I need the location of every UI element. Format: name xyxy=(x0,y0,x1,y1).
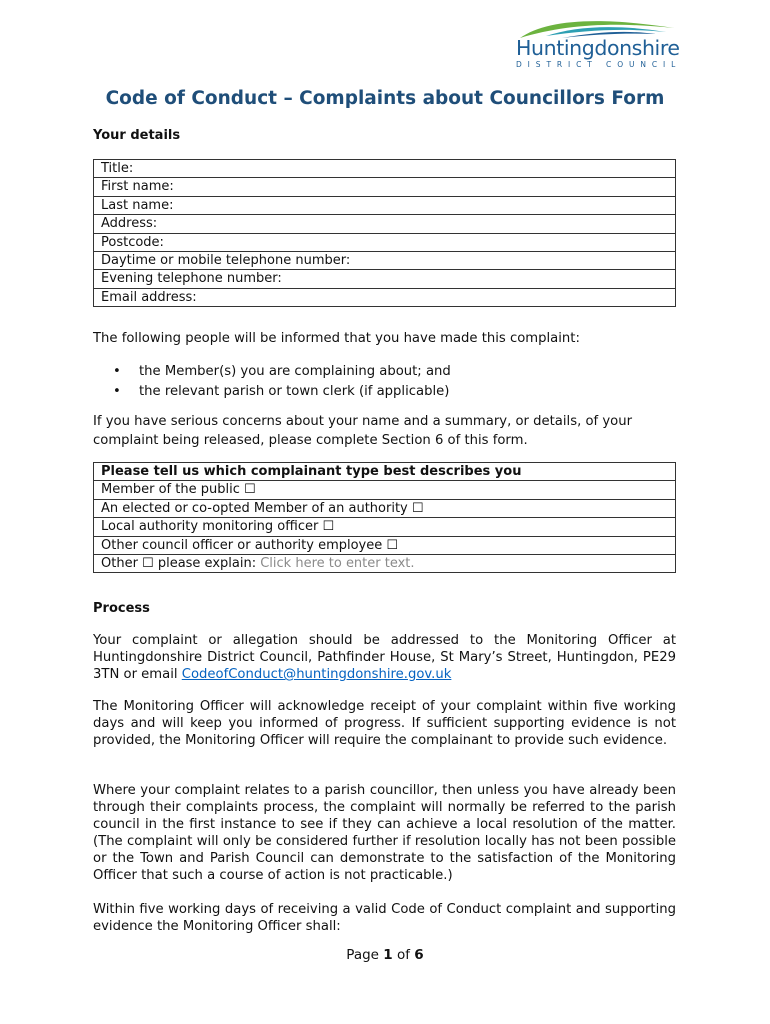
bullet-text: the Member(s) you are complaining about; and xyxy=(139,364,451,379)
field-first-name[interactable]: First name: xyxy=(94,178,675,196)
process-paragraph-3: Where your complaint relates to a parish councillor, then unless you have already been through their complaints process, the complaint will normally be referred to the parish council in the first instance to see if they can achieve a local resolution of the matter. (The complaint will only be considered further if resolution locally has not been possible or the Town and Parish Council can demonstrate to the satisfaction of the Monitoring Officer that such a course of action is not practicable.) xyxy=(93,783,676,883)
process-paragraph-4: Within five working days of receiving a valid Code of Conduct complaint and supporting evidence the Monitoring Officer shall: xyxy=(93,902,676,934)
other-explain-field[interactable]: Click here to enter text. xyxy=(260,555,415,571)
concerns-paragraph: If you have serious concerns about your name and a summary, or details, of your complaint being released, please complete Section 6 of this form. xyxy=(93,414,633,448)
bullet-icon: • xyxy=(113,384,121,399)
logo-wordmark: Huntingdonshire xyxy=(516,36,680,60)
list-item xyxy=(93,362,676,382)
process-paragraph-1-text: Your complaint or allegation should be addressed to the Monitoring Officer at Huntingdonshire District Council, Pathfinder House, St Mary’s Street, Huntingdon, PE29 3TN or email xyxy=(93,633,676,682)
field-address[interactable]: Address: xyxy=(94,215,675,233)
your-details-table xyxy=(93,159,676,307)
complainant-type-heading: Please tell us which complainant type best describes you xyxy=(94,463,675,481)
list-item xyxy=(93,382,676,402)
process-heading: Process xyxy=(93,601,150,616)
complainant-type-table xyxy=(93,462,676,573)
field-postcode[interactable]: Postcode: xyxy=(94,234,675,252)
email-link[interactable]: CodeofConduct@huntingdonshire.gov.uk xyxy=(181,667,452,682)
field-evening-phone[interactable]: Evening telephone number: xyxy=(94,270,675,288)
informed-intro: The following people will be informed that you have made this complaint: xyxy=(93,331,580,346)
option-council-employee[interactable]: Other council officer or authority employee ☐ xyxy=(94,537,675,555)
option-member-of-public[interactable]: Member of the public ☐ xyxy=(94,481,675,499)
process-paragraph-2: The Monitoring Officer will acknowledge receipt of your complaint within five working days and will keep you informed of progress. If sufficient supporting evidence is not provided, the Monitoring Officer will require the complainant to provide such evidence. xyxy=(93,699,676,748)
total-page-number: 6 xyxy=(414,947,424,963)
current-page-number: 1 xyxy=(383,947,393,963)
bullet-text: the relevant parish or town clerk (if applicable) xyxy=(139,384,450,399)
option-other[interactable] xyxy=(94,555,675,572)
field-title[interactable]: Title: xyxy=(94,160,675,178)
informed-list xyxy=(93,362,676,402)
page-footer xyxy=(0,947,770,963)
other-label: Other ☐ please explain: xyxy=(101,555,261,571)
field-email[interactable]: Email address: xyxy=(101,289,197,305)
your-details-heading: Your details xyxy=(93,128,181,143)
council-logo xyxy=(506,14,686,70)
field-last-name[interactable]: Last name: xyxy=(94,197,675,215)
page-title: Code of Conduct – Complaints about Councillors Form xyxy=(105,88,665,109)
process-paragraph-1 xyxy=(93,632,676,683)
logo-subtitle: DISTRICT COUNCIL xyxy=(516,60,682,69)
field-daytime-phone[interactable]: Daytime or mobile telephone number: xyxy=(94,252,675,270)
bullet-icon: • xyxy=(113,364,121,379)
page-of-label: of xyxy=(392,947,415,963)
option-monitoring-officer[interactable]: Local authority monitoring officer ☐ xyxy=(94,518,675,536)
page-label: Page xyxy=(346,947,384,963)
option-elected-member[interactable]: An elected or co-opted Member of an authority ☐ xyxy=(94,500,675,518)
